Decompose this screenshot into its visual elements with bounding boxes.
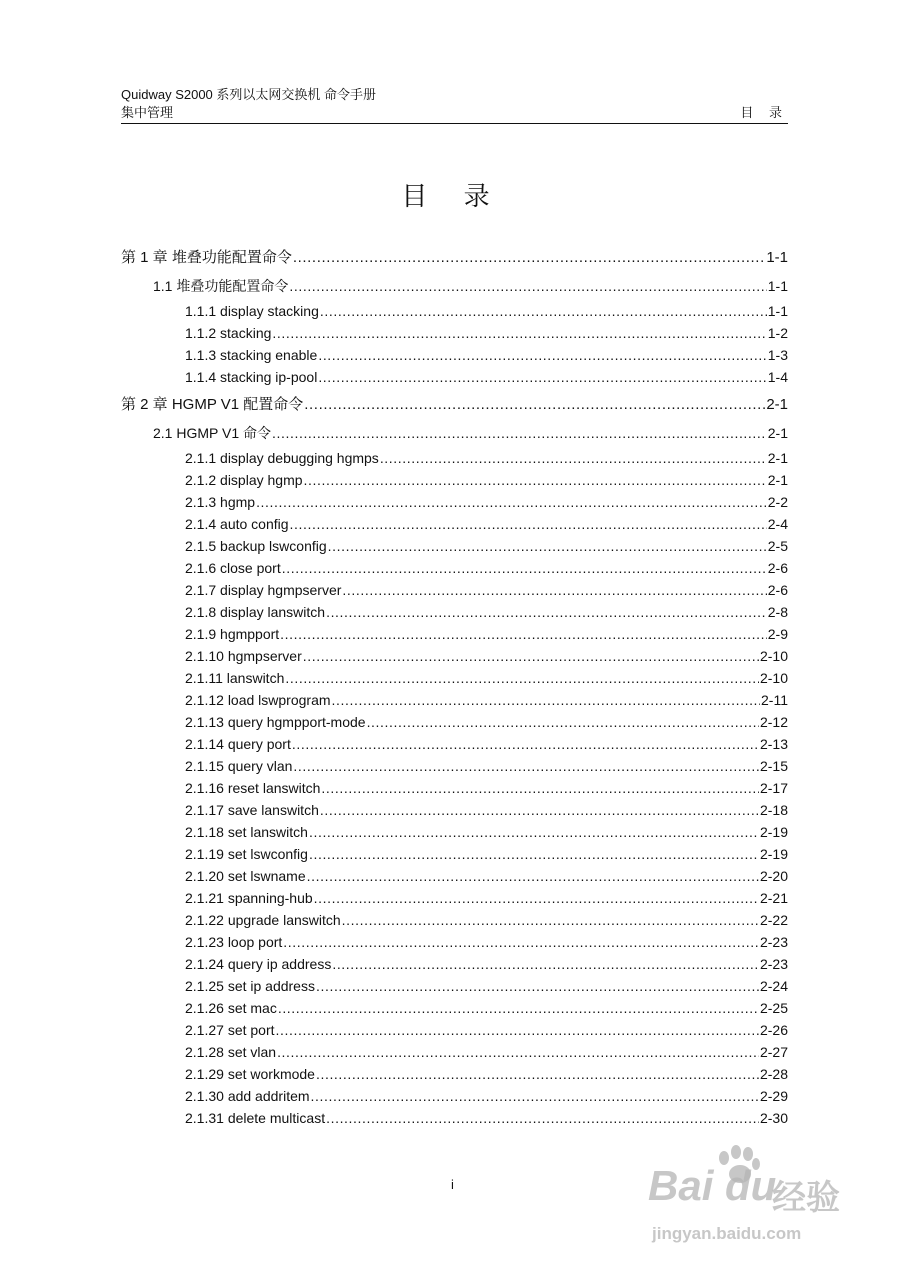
- dot-leader: [304, 470, 767, 490]
- dot-leader: [326, 602, 767, 622]
- toc-subsection[interactable]: [185, 712, 788, 732]
- toc-section[interactable]: [153, 276, 788, 296]
- dot-leader: [280, 624, 767, 644]
- page-header: [121, 86, 788, 122]
- toc-entry-label: 2.1.17 save lanswitch: [185, 802, 319, 818]
- toc-entry-page: 2-5: [767, 538, 788, 554]
- dot-leader: [290, 514, 767, 534]
- toc-subsection[interactable]: [185, 866, 788, 886]
- toc-entry-label: 2.1.29 set workmode: [185, 1066, 315, 1082]
- watermark-brand: Bai du: [648, 1162, 777, 1209]
- toc-subsection[interactable]: [185, 910, 788, 930]
- toc-entry-label: 2.1 HGMP V1 命令: [153, 425, 272, 441]
- toc-entry-label: 1.1.1 display stacking: [185, 303, 319, 319]
- toc-entry-label: 2.1.7 display hgmpserver: [185, 582, 342, 598]
- toc-entry-page: 2-29: [759, 1088, 788, 1104]
- toc-entry-label: 2.1.9 hgmpport: [185, 626, 280, 642]
- dot-leader: [328, 536, 767, 556]
- toc-subsection[interactable]: [185, 1020, 788, 1040]
- dot-leader: [292, 734, 759, 754]
- dot-leader: [276, 1020, 759, 1040]
- dot-leader: [316, 1064, 759, 1084]
- dot-leader: [283, 932, 759, 952]
- dot-leader: [256, 492, 767, 512]
- toc-subsection[interactable]: [185, 998, 788, 1018]
- toc-chapter[interactable]: [121, 395, 788, 415]
- toc-chapter[interactable]: [121, 248, 788, 268]
- toc-entry-label: 2.1.14 query port: [185, 736, 291, 752]
- baidu-jingyan-watermark: [640, 1140, 870, 1265]
- toc-entry-page: 1-4: [767, 369, 788, 385]
- dot-leader: [278, 998, 759, 1018]
- page-title: 目 录: [401, 182, 504, 212]
- toc-entry-label: 2.1.19 set lswconfig: [185, 846, 308, 862]
- toc-entry-label: 2.1.16 reset lanswitch: [185, 780, 321, 796]
- watermark-url: jingyan.baidu.com: [652, 1224, 802, 1243]
- toc-subsection[interactable]: [185, 536, 788, 556]
- toc-subsection[interactable]: [185, 668, 788, 688]
- toc-entry-page: 2-23: [759, 934, 788, 950]
- toc-entry-page: 2-9: [767, 626, 788, 642]
- toc-entry-label: 2.1.12 load lswprogram: [185, 692, 331, 708]
- toc-entry-label: 2.1.27 set port: [185, 1022, 275, 1038]
- toc-subsection[interactable]: [185, 1108, 788, 1128]
- toc-subsection[interactable]: [185, 932, 788, 952]
- toc-subsection[interactable]: [185, 734, 788, 754]
- toc-entry-page: 2-11: [761, 692, 788, 708]
- toc-entry-page: 2-24: [759, 978, 788, 994]
- toc-entry-label: 2.1.25 set ip address: [185, 978, 315, 994]
- header-divider: [121, 123, 788, 124]
- toc-subsection[interactable]: [185, 976, 788, 996]
- toc-subsection[interactable]: [185, 470, 788, 490]
- toc-subsection[interactable]: [185, 844, 788, 864]
- dot-leader: [316, 976, 759, 996]
- toc-entry-page: 2-20: [759, 868, 788, 884]
- toc-subsection[interactable]: [185, 345, 788, 365]
- toc-entry-label: 2.1.4 auto config: [185, 516, 289, 532]
- dot-leader: [321, 778, 759, 798]
- toc-subsection[interactable]: [185, 888, 788, 908]
- toc-entry-page: 2-1: [766, 396, 788, 413]
- toc-entry-label: 1.1 堆叠功能配置命令: [153, 278, 289, 294]
- dot-leader: [367, 712, 759, 732]
- toc-subsection[interactable]: [185, 301, 788, 321]
- toc-entry-page: 1-3: [767, 347, 788, 363]
- toc-subsection[interactable]: [185, 448, 788, 468]
- toc-entry-label: 2.1.31 delete multicast: [185, 1110, 326, 1126]
- dot-leader: [342, 910, 759, 930]
- toc-subsection[interactable]: [185, 756, 788, 776]
- toc-entry-label: 2.1.24 query ip address: [185, 956, 332, 972]
- toc-entry-label: 2.1.11 lanswitch: [185, 670, 285, 686]
- toc-subsection[interactable]: [185, 624, 788, 644]
- header-section: 集中管理: [121, 105, 174, 120]
- toc-entry-label: 1.1.4 stacking ip-pool: [185, 369, 318, 385]
- toc-entry-label: 2.1.23 loop port: [185, 934, 283, 950]
- toc-entry-label: 2.1.5 backup lswconfig: [185, 538, 327, 554]
- header-manual-title: Quidway S2000 系列以太网交换机 命令手册: [121, 87, 377, 102]
- toc-subsection[interactable]: [185, 1086, 788, 1106]
- toc-entry-label: 2.1.3 hgmp: [185, 494, 256, 510]
- toc-entry-label: 2.1.2 display hgmp: [185, 472, 303, 488]
- toc-entry-label: 2.1.28 set vlan: [185, 1044, 277, 1060]
- toc-entry-page: 2-25: [759, 1000, 788, 1016]
- toc-entry-page: 2-1: [767, 472, 788, 488]
- toc-entry-page: 2-15: [759, 758, 788, 774]
- toc-entry-label: 2.1.21 spanning-hub: [185, 890, 313, 906]
- dot-leader: [326, 1108, 759, 1128]
- toc-entry-page: 1-1: [767, 303, 788, 319]
- toc-section[interactable]: [153, 423, 788, 443]
- dot-leader: [303, 646, 759, 666]
- toc-entry-label: 1.1.3 stacking enable: [185, 347, 318, 363]
- toc-entry-page: 2-1: [767, 425, 788, 441]
- toc-entry-page: 2-26: [759, 1022, 788, 1038]
- toc-subsection[interactable]: [185, 800, 788, 820]
- toc-entry-label: 2.1.22 upgrade lanswitch: [185, 912, 341, 928]
- toc-entry-page: 2-23: [759, 956, 788, 972]
- dot-leader: [380, 448, 767, 468]
- dot-leader: [314, 888, 759, 908]
- header-right-label: 目 录: [740, 105, 788, 120]
- toc-entry-page: 2-30: [759, 1110, 788, 1126]
- toc-subsection[interactable]: [185, 323, 788, 343]
- toc-entry-page: 2-17: [759, 780, 788, 796]
- dot-leader: [309, 844, 759, 864]
- toc-entry-label: 2.1.6 close port: [185, 560, 281, 576]
- dot-leader: [304, 395, 765, 415]
- toc-entry-label: 第 2 章 HGMP V1 配置命令: [121, 396, 304, 413]
- toc-subsection[interactable]: [185, 492, 788, 512]
- dot-leader: [309, 822, 759, 842]
- dot-leader: [320, 301, 767, 321]
- dot-leader: [342, 580, 766, 600]
- toc-subsection[interactable]: [185, 690, 788, 710]
- toc-entry-page: 2-6: [767, 582, 788, 598]
- toc-entry-page: 2-6: [767, 560, 788, 576]
- toc-entry-page: 2-19: [759, 846, 788, 862]
- page-number: i: [451, 1177, 454, 1192]
- toc-entry-label: 2.1.30 add addritem: [185, 1088, 310, 1104]
- toc-entry-label: 2.1.20 set lswname: [185, 868, 306, 884]
- toc-entry-label: 2.1.15 query vlan: [185, 758, 293, 774]
- toc-entry-page: 2-19: [759, 824, 788, 840]
- toc-subsection[interactable]: [185, 602, 788, 622]
- toc-entry-page: 2-10: [759, 648, 788, 664]
- toc-subsection[interactable]: [185, 778, 788, 798]
- toc-entry-label: 2.1.18 set lanswitch: [185, 824, 308, 840]
- toc-entry-label: 2.1.8 display lanswitch: [185, 604, 326, 620]
- toc-subsection[interactable]: [185, 646, 788, 666]
- toc-subsection[interactable]: [185, 580, 788, 600]
- dot-leader: [272, 423, 767, 443]
- toc-subsection[interactable]: [185, 954, 788, 974]
- dot-leader: [282, 558, 767, 578]
- dot-leader: [318, 367, 766, 387]
- toc-entry-label: 2.1.1 display debugging hgmps: [185, 450, 379, 466]
- toc-entry-page: 1-1: [767, 278, 788, 294]
- dot-leader: [289, 276, 766, 296]
- toc-entry-page: 1-1: [766, 249, 788, 266]
- toc-subsection[interactable]: [185, 558, 788, 578]
- toc-entry-page: 2-12: [759, 714, 788, 730]
- toc-entry-label: 2.1.10 hgmpserver: [185, 648, 302, 664]
- toc-entry-page: 2-1: [767, 450, 788, 466]
- toc-subsection[interactable]: [185, 1064, 788, 1084]
- toc-entry-page: 2-21: [759, 890, 788, 906]
- toc-entry-page: 2-4: [767, 516, 788, 532]
- dot-leader: [277, 1042, 759, 1062]
- dot-leader: [320, 800, 759, 820]
- toc-entry-label: 2.1.26 set mac: [185, 1000, 277, 1016]
- dot-leader: [272, 323, 766, 343]
- toc-subsection[interactable]: [185, 1042, 788, 1062]
- dot-leader: [307, 866, 759, 886]
- toc-entry-label: 2.1.13 query hgmpport-mode: [185, 714, 366, 730]
- dot-leader: [318, 345, 766, 365]
- toc-entry-page: 2-18: [759, 802, 788, 818]
- dot-leader: [332, 690, 760, 710]
- dot-leader: [311, 1086, 759, 1106]
- dot-leader: [293, 756, 759, 776]
- watermark-suffix: 经验: [772, 1179, 840, 1217]
- dot-leader: [293, 248, 765, 268]
- toc-entry-page: 2-2: [767, 494, 788, 510]
- toc-entry-page: 1-2: [767, 325, 788, 341]
- toc-subsection[interactable]: [185, 367, 788, 387]
- toc-subsection[interactable]: [185, 822, 788, 842]
- toc-entry-page: 2-22: [759, 912, 788, 928]
- toc-entry-page: 2-13: [759, 736, 788, 752]
- dot-leader: [285, 668, 759, 688]
- toc-entry-label: 第 1 章 堆叠功能配置命令: [121, 249, 292, 266]
- toc-entry-page: 2-28: [759, 1066, 788, 1082]
- toc-entry-page: 2-10: [759, 670, 788, 686]
- toc-entry-page: 2-8: [767, 604, 788, 620]
- toc-entry-label: 1.1.2 stacking: [185, 325, 272, 341]
- dot-leader: [332, 954, 759, 974]
- toc-subsection[interactable]: [185, 514, 788, 534]
- toc-entry-page: 2-27: [759, 1044, 788, 1060]
